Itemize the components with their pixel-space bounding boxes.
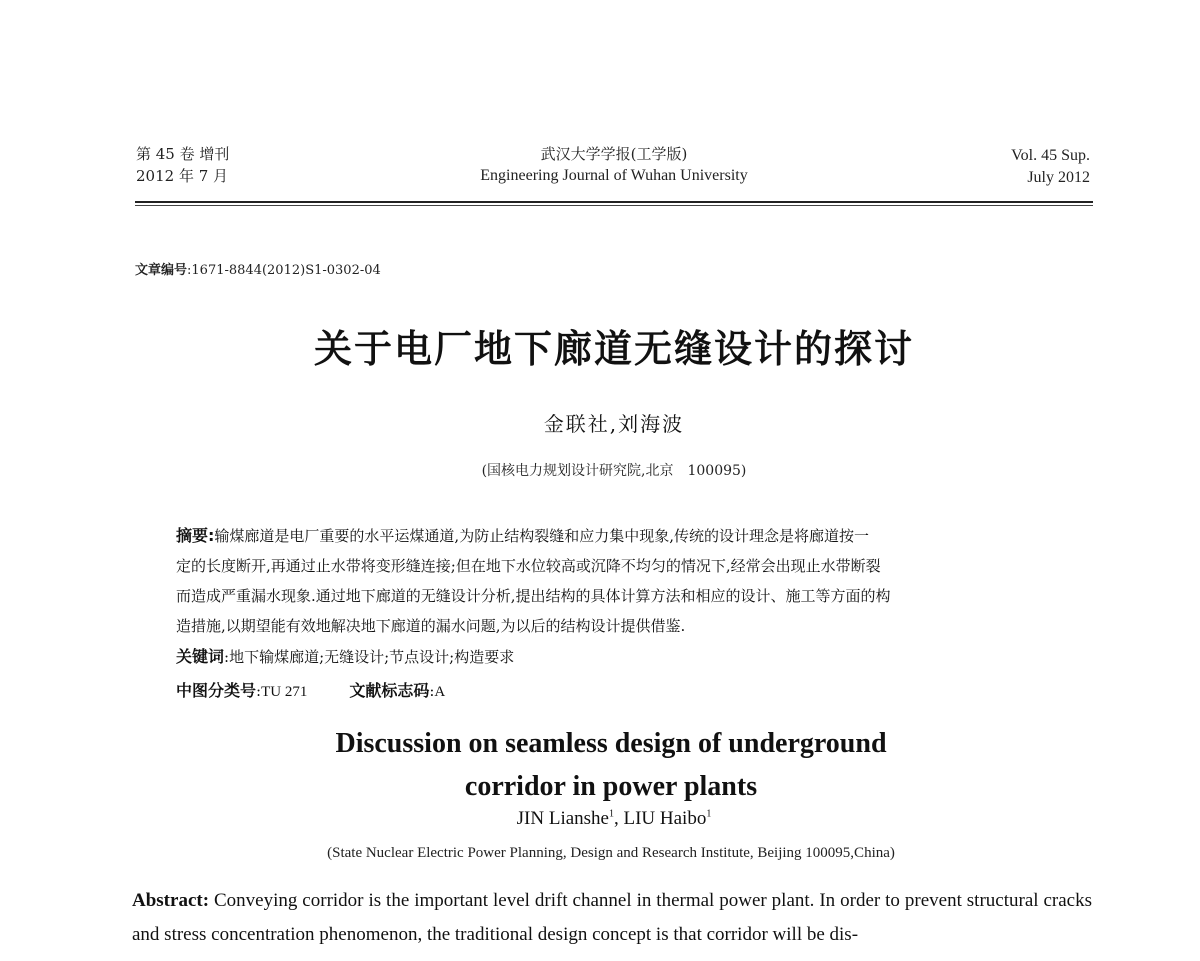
header-date-cn: 2012 年 7 月 xyxy=(136,167,229,185)
affiliation-cn: (国核电力规划设计研究院,北京 100095) xyxy=(481,463,747,479)
abstract-en: Abstract: Conveying corridor is the important level drift channel in thermal power plant. In order to prevent structural cracks and stress concentration phenomenon, the traditional design concept is that corridor will be dis- xyxy=(132,890,1093,945)
article-id-value: 1671-8844(2012)S1-0302-04 xyxy=(191,263,381,278)
title-en xyxy=(0,722,1200,808)
clc-value: TU 271 xyxy=(261,684,308,700)
article-id xyxy=(135,259,381,278)
header-volume-cn: 第 45 卷 增刊 xyxy=(136,145,230,163)
abstract-cn-text-1: 输煤廊道是电厂重要的水平运煤通道,为防止结构裂缝和应力集中现象,传统的设计理念是将廊道按一 xyxy=(214,527,869,545)
abstract-en-label: Abstract xyxy=(132,890,203,911)
title-en-line-1: Discussion on seamless design of underground xyxy=(335,728,887,759)
header-rule-thick xyxy=(135,201,1093,203)
header-volume-en: Vol. 45 Sup. xyxy=(1011,147,1090,164)
abstract-cn-label: 摘要 xyxy=(176,526,209,545)
abstract-cn-line-3: 而造成严重漏水现象.通过地下廊道的无缝设计分析,提出结构的具体计算方法和相应的设计、施工等方面的构 xyxy=(176,587,891,605)
author-en-2-affil-mark: 1 xyxy=(706,808,712,820)
abstract-cn xyxy=(176,521,1056,641)
classification-line: 中图分类号:TU 271 文献标志码:A xyxy=(176,681,446,700)
abstract-en-text: Conveying corridor is the important level drift channel in thermal power plant. In order to prevent structural cracks and stress concentration phenomenon, the traditional design concept is that corridor will be dis- xyxy=(132,890,1093,945)
authors-cn: 金联社,刘海波 xyxy=(543,412,685,436)
abstract-cn-line-1: 摘要:输煤廊道是电厂重要的水平运煤通道,为防止结构裂缝和应力集中现象,传统的设计理念是将廊道按一 xyxy=(176,526,869,545)
header-volume-en-block xyxy=(1011,145,1090,189)
author-en-1: JIN Lianshe xyxy=(516,808,609,829)
header-rule-thin xyxy=(135,205,1093,206)
clc-label: 中图分类号 xyxy=(176,681,257,700)
keywords-cn: 关键词:地下输煤廊道;无缝设计;节点设计;构造要求 xyxy=(176,647,515,666)
article-id-label: 文章编号 xyxy=(135,263,188,278)
authors-en xyxy=(0,808,1200,830)
header-date-en: July 2012 xyxy=(1027,169,1090,186)
author-en-1-affil-mark: 1 xyxy=(609,808,614,820)
article-id-colon: : xyxy=(187,263,192,278)
abstract-cn-line-2: 定的长度断开,再通过止水带将变形缝连接;但在地下水位较高或沉降不均匀的情况下,经常会出现止水带断裂 xyxy=(176,557,881,575)
title-cn: 关于电厂地下廊道无缝设计的探讨 xyxy=(313,327,914,371)
header-journal-en: Engineering Journal of Wuhan University xyxy=(480,167,748,184)
author-en-2: LIU Haibo xyxy=(623,808,707,829)
doc-code-value: A xyxy=(434,684,446,700)
keywords-label: 关键词 xyxy=(176,647,225,666)
affiliation-en: (State Nuclear Electric Power Planning, Design and Research Institute, Beijing 100095,China) xyxy=(327,845,895,861)
title-en-line-2: corridor in power plants xyxy=(464,771,758,802)
abstract-cn-line-4: 造措施,以期望能有效地解决地下廊道的漏水问题,为以后的结构设计提供借鉴. xyxy=(176,617,686,635)
authors-en-separator: , xyxy=(614,808,624,829)
header-journal-cn: 武汉大学学报(工学版) xyxy=(540,145,688,163)
keywords-value: 地下输煤廊道;无缝设计;节点设计;构造要求 xyxy=(229,648,515,666)
doc-code-label: 文献标志码 xyxy=(349,681,430,700)
